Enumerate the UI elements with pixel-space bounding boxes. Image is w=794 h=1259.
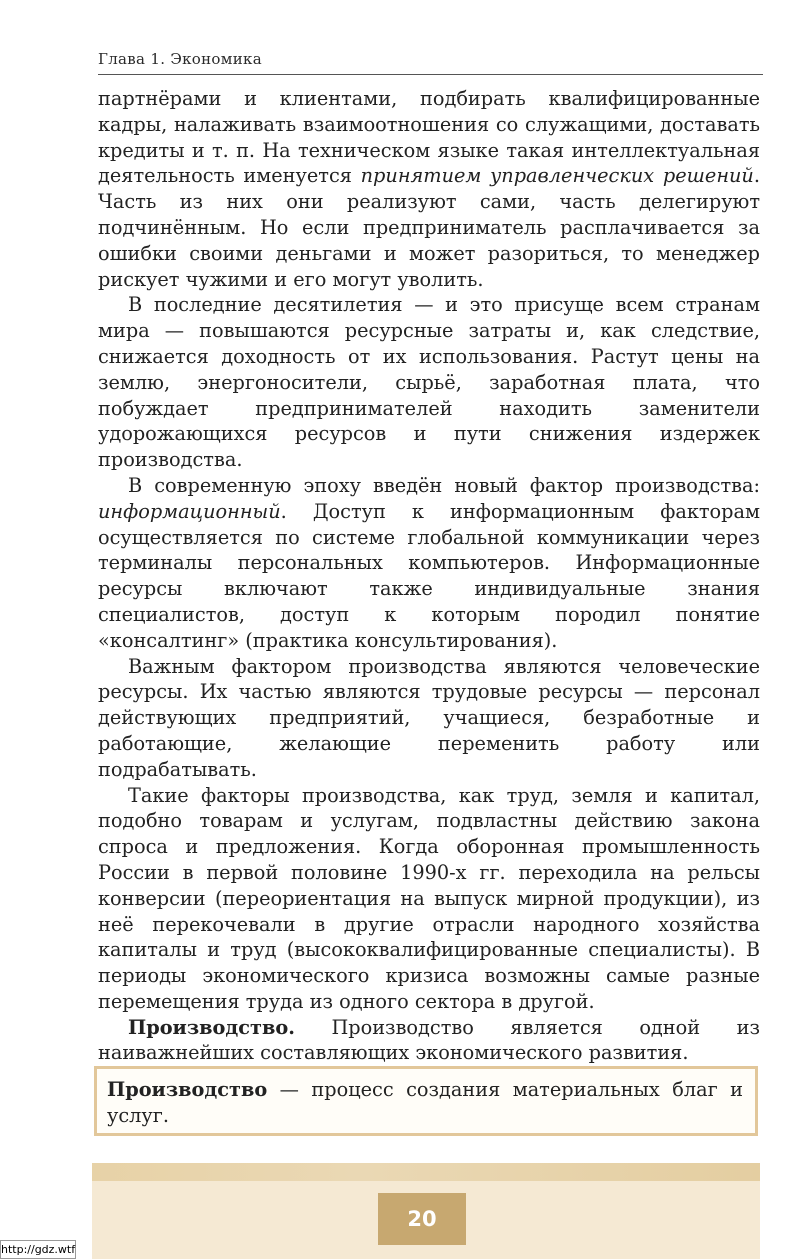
page-body (98, 86, 760, 1066)
paragraph-1-text-a: партнёрами и клиентами, подбирать квалифицированные кадры, налаживать взаимоотношения со служащими, доставать кредиты и т. п. На техническом языке такая интеллектуальная деятельность именуется (98, 87, 760, 188)
page-number: 20 (378, 1193, 466, 1245)
paragraph-3-emphasis: информационный (98, 499, 281, 523)
chapter-header (98, 48, 763, 75)
definition-text: — процесс создания материальных благ и услуг. (107, 1078, 743, 1127)
paragraph-3-text-a: В современную эпоху введён новый фактор производства: (128, 473, 760, 497)
definition-box (94, 1066, 758, 1136)
section-heading-production: Производство. (128, 1015, 295, 1039)
paragraph-6 (98, 1015, 760, 1067)
paragraph-4: Важным фактором производства являются человеческие ресурсы. Их частью являются трудовые ресурсы — персонал действующих предприятий, учащиеся, безработные и работающие, желающие переменить работу или подрабатывать. (98, 654, 760, 781)
paragraph-5: Такие факторы производства, как труд, земля и капитал, подобно товарам и услугам, подвластны действию закона спроса и предложения. Когда оборонная промышленность России в первой половине 1990-х гг. переходила на рельсы конверсии (переориентация на выпуск мирной продукции), из неё перекочевали в другие отрасли народного хозяйства капиталы и труд (высококвалифицированные специалисты). В периоды экономического кризиса возможны самые разные перемещения труда из одного сектора в другой. (98, 783, 760, 1013)
paragraph-3-text-b: . Доступ к информационным факторам осуществляется по системе глобальной коммуникации через терминалы персональных компьютеров. Информационные ресурсы включают также индивидуальные знания специалистов, доступ к которым породил понятие «консалтинг» (практика консультирования). (98, 499, 760, 652)
paragraph-3 (98, 473, 760, 654)
chapter-title: Глава 1. Экономика (98, 50, 262, 68)
paragraph-1-emphasis: принятием управленческих решений (360, 164, 754, 188)
paragraph-1-text-b: . Часть из них они реализуют сами, часть делегируют подчинённым. Но если предприниматель расплачивается за ошибки своими деньгами и может разориться, то менеджер рискует чужими и его могут уволить. (98, 164, 760, 291)
source-watermark: http://gdz.wtf (0, 1240, 76, 1259)
definition-term: Производство (107, 1078, 268, 1101)
footer-decorative-strip (92, 1163, 760, 1181)
paragraph-6-text: Производство является одной из наиважнейших составляющих экономического развития. (98, 1015, 760, 1065)
paragraph-1 (98, 86, 760, 292)
paragraph-2: В последние десятилетия — и это присуще всем странам мира — повышаются ресурсные затраты и, как следствие, снижается доходность от их использования. Растут цены на землю, энергоносители, сырьё, заработная плата, что побуждает предпринимателей находить заменители удорожающихся ресурсов и пути снижения издержек производства. (98, 293, 760, 472)
